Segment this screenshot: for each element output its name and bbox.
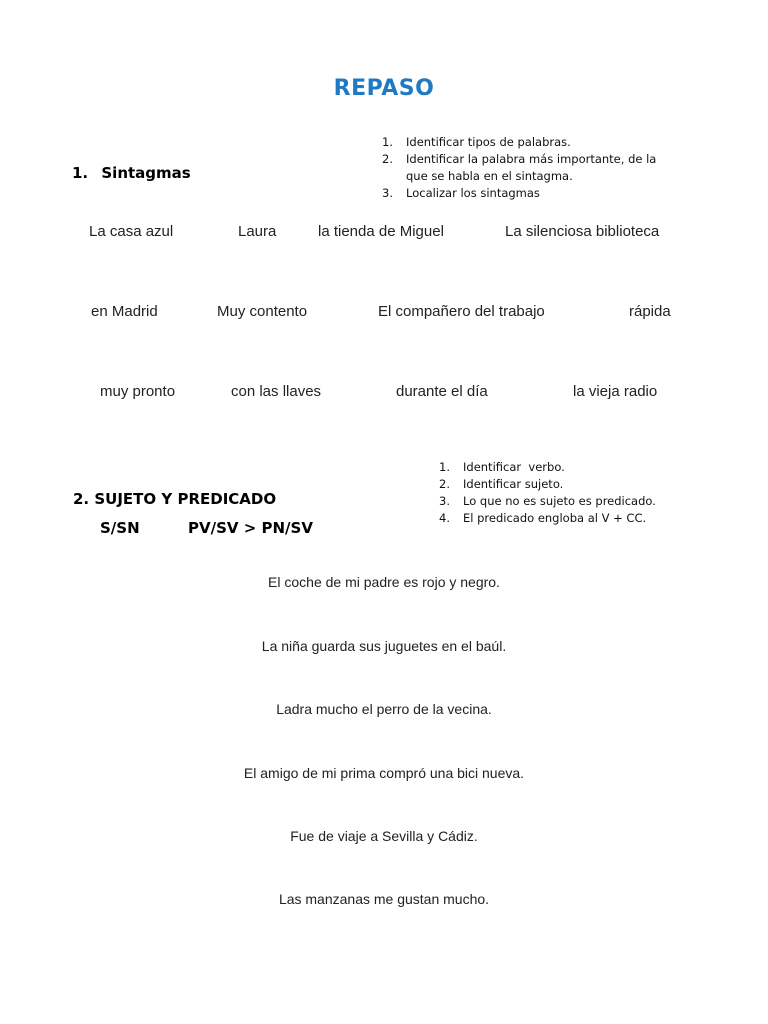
objective-item — [382, 134, 656, 151]
phrase: muy pronto — [100, 383, 176, 400]
sentence: Fue de viaje a Sevilla y Cádiz. — [290, 828, 478, 844]
sentence: La niña guarda sus juguetes en el baúl. — [261, 638, 507, 654]
phrase: rápida — [629, 303, 671, 320]
objective-text: Identificar la palabra más importante, de la — [406, 152, 657, 166]
phrase: La casa azul — [89, 223, 174, 240]
objective-number: 1. — [439, 460, 450, 474]
objective-text: Identificar sujeto. — [463, 477, 564, 491]
objective-text: Identificar tipos de palabras. — [406, 135, 571, 149]
subject-formula: S/SN — [100, 519, 140, 537]
predicate-formula: PV/SV > PN/SV — [188, 519, 313, 537]
objective-text: El predicado engloba al V + CC. — [463, 511, 647, 525]
phrase: Laura — [238, 223, 277, 240]
objective-item — [439, 493, 656, 510]
phrase: con las llaves — [231, 383, 322, 400]
objective-item — [439, 459, 656, 476]
objective-number: 3. — [382, 186, 393, 200]
phrase: El compañero del trabajo — [378, 303, 545, 320]
objective-number: 3. — [439, 494, 450, 508]
sentence: Ladra mucho el perro de la vecina. — [276, 701, 492, 717]
objective-text: Localizar los sintagmas — [406, 186, 540, 200]
section2-objectives-list — [439, 459, 656, 527]
sentence: El coche de mi padre es rojo y negro. — [268, 574, 500, 590]
phrase: la vieja radio — [573, 383, 658, 400]
phrase: Muy contento — [217, 303, 308, 320]
objective-number: 1. — [382, 135, 393, 149]
phrase: durante el día — [396, 383, 488, 400]
objective-text: Lo que no es sujeto es predicado. — [463, 494, 656, 508]
page-title: REPASO — [333, 76, 435, 101]
objective-item — [382, 151, 656, 185]
objective-number: 2. — [439, 477, 450, 491]
objective-item — [439, 510, 656, 527]
phrase: La silenciosa biblioteca — [505, 223, 660, 240]
phrase: la tienda de Miguel — [318, 223, 444, 240]
sentence: El amigo de mi prima compró una bici nueva. — [243, 765, 525, 781]
objective-item — [439, 476, 656, 493]
sentence: Las manzanas me gustan mucho. — [278, 891, 490, 907]
objective-item — [382, 185, 656, 202]
section1-title: Sintagmas — [101, 164, 191, 182]
objective-number: 4. — [439, 511, 450, 525]
section1-heading — [72, 164, 191, 182]
phrase: en Madrid — [91, 303, 158, 320]
objective-text: Identificar verbo. — [463, 460, 565, 474]
objective-text-continuation: que se habla en el sintagma. — [406, 169, 573, 183]
section2-heading: 2. SUJETO Y PREDICADO — [73, 490, 277, 508]
section1-objectives-list — [382, 134, 656, 202]
objective-number: 2. — [382, 152, 393, 166]
section1-number: 1. — [72, 164, 89, 182]
